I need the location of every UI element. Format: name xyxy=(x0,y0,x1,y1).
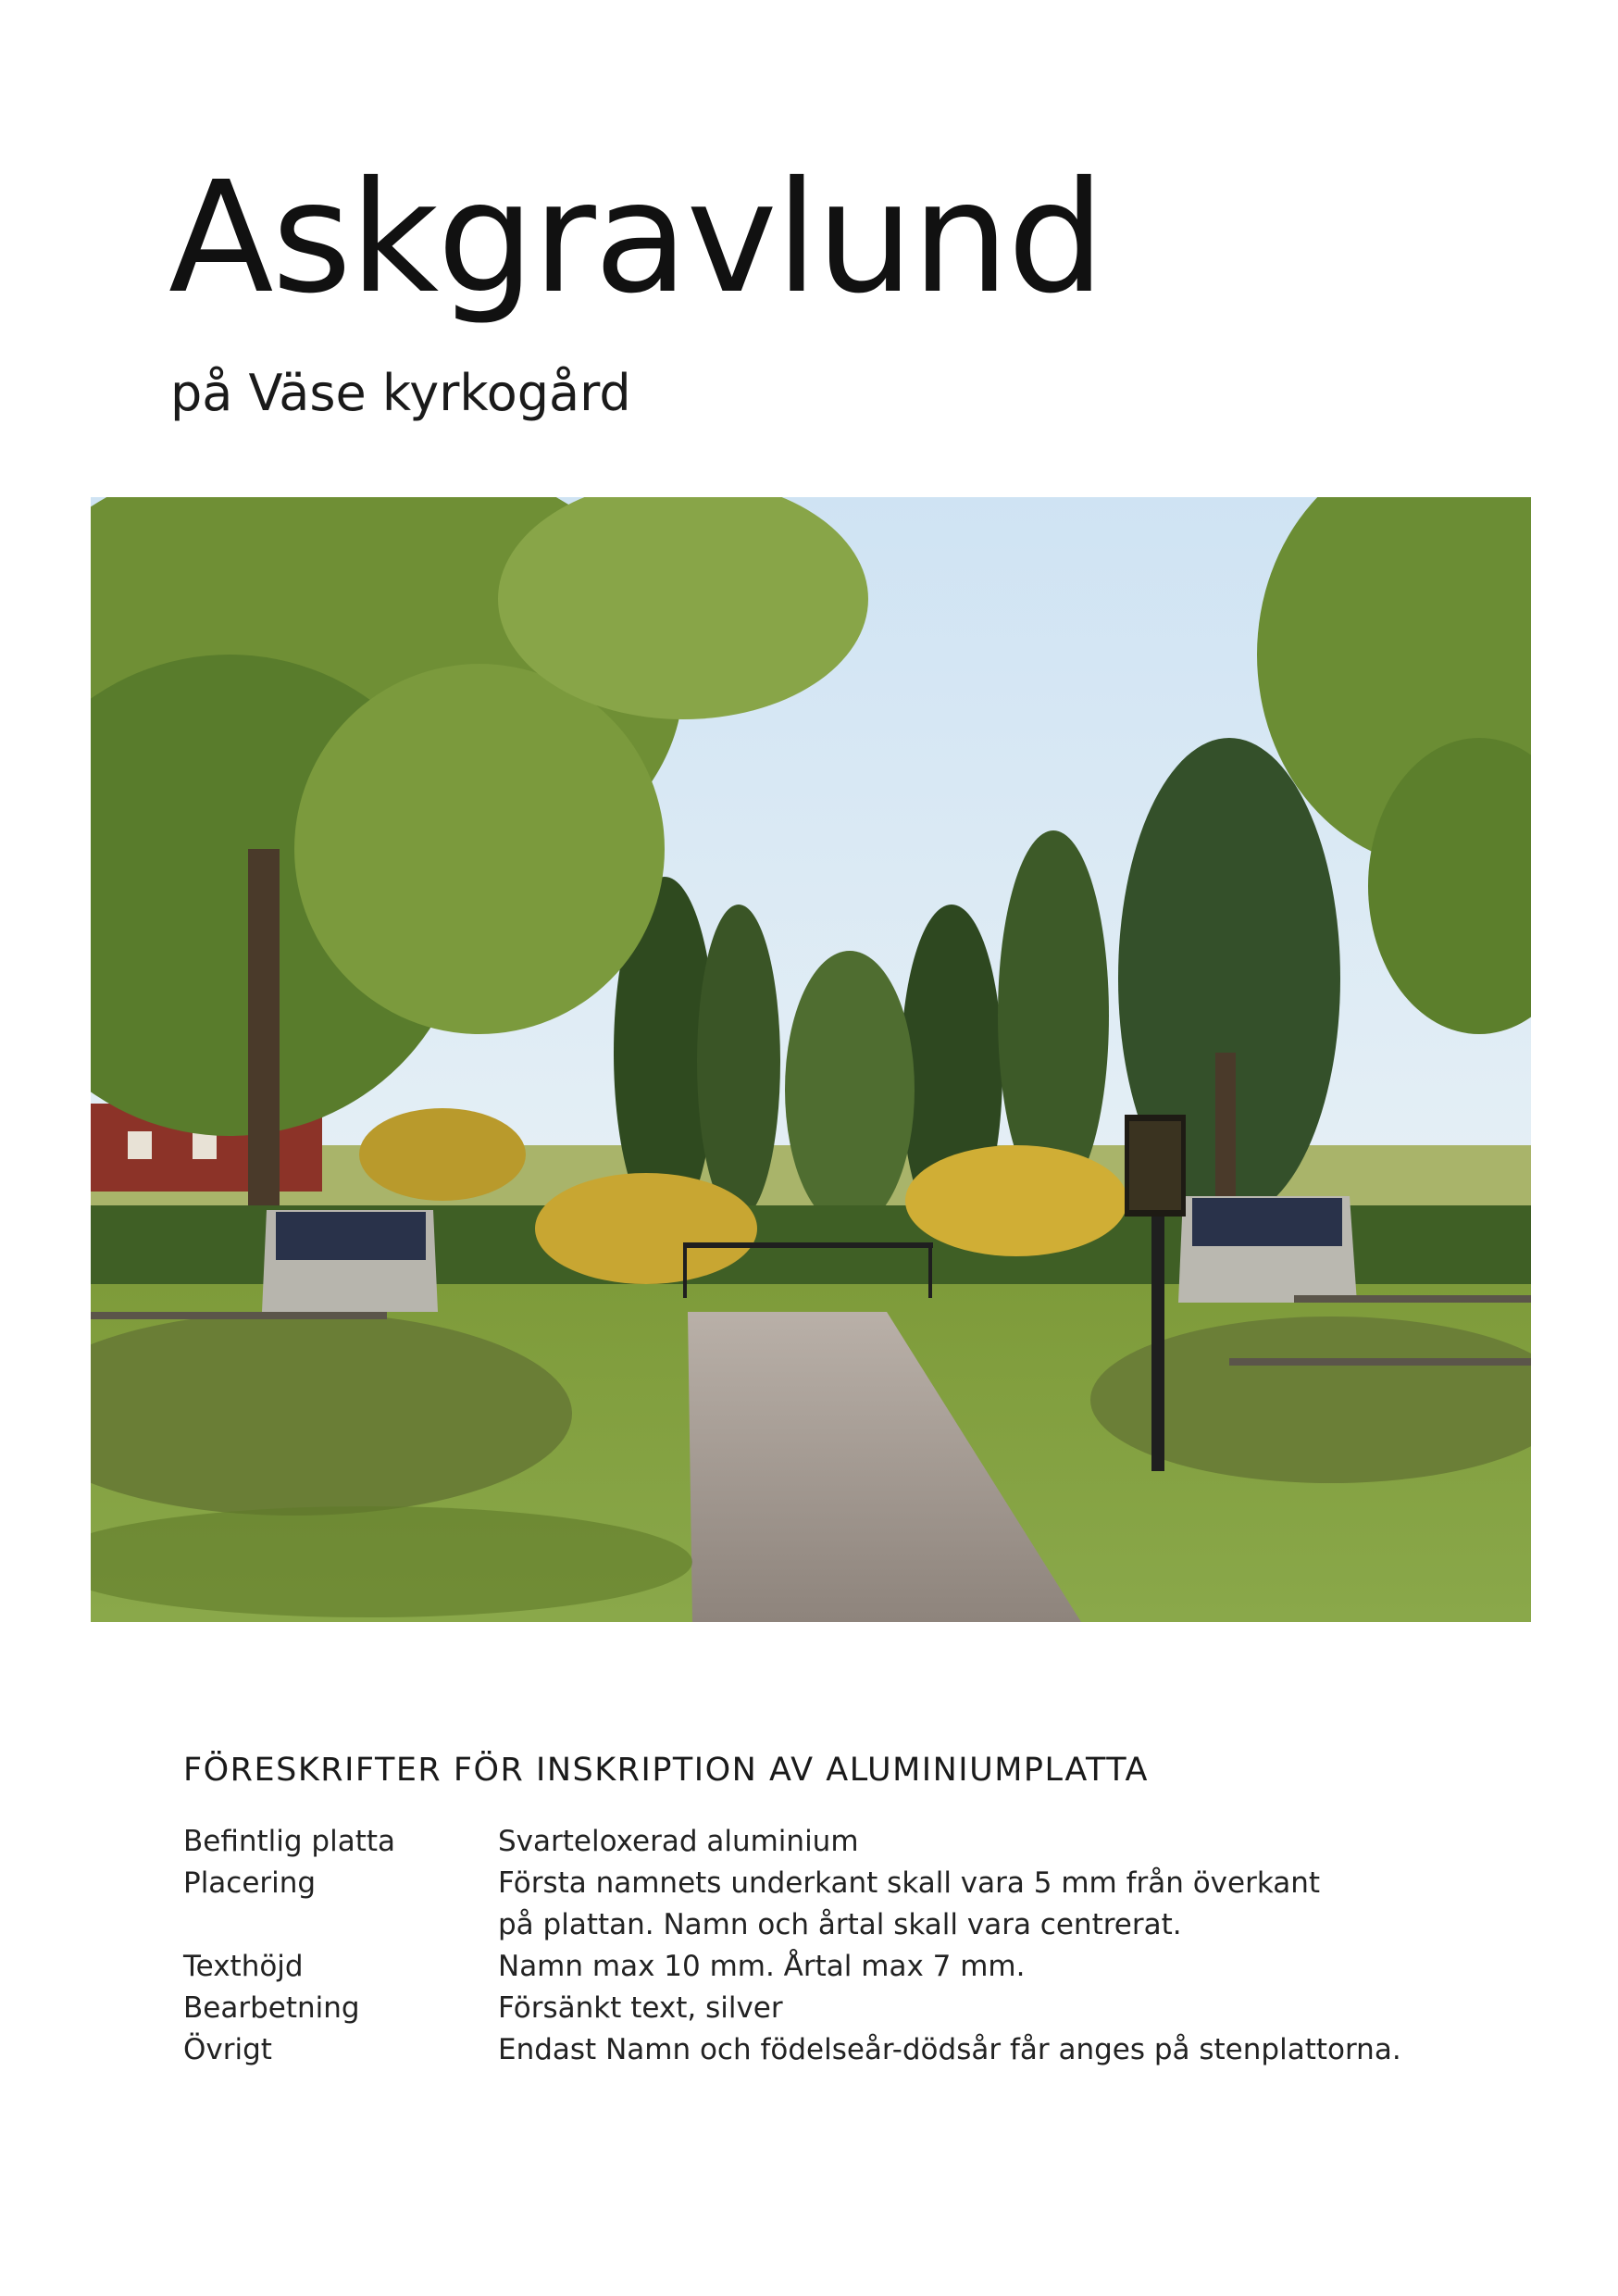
regulation-value xyxy=(498,1821,1433,1863)
regulation-row xyxy=(183,1821,1433,1863)
regulation-value-line: Svarteloxerad aluminium xyxy=(498,1825,859,1858)
regulation-value xyxy=(498,1946,1433,1988)
regulation-row xyxy=(183,2029,1433,2071)
regulation-row xyxy=(183,1988,1433,2029)
page-title: Askgravlund xyxy=(168,149,1103,328)
regulation-value xyxy=(498,1863,1433,1946)
regulation-value-line: Endast Namn och födelseår-dödsår får anges på stenplattorna. xyxy=(498,2033,1401,2066)
regulation-label: Texthöjd xyxy=(183,1950,304,1983)
regulation-label: Befintlig platta xyxy=(183,1825,396,1858)
regulation-row xyxy=(183,1863,1433,1946)
regulation-label: Övrigt xyxy=(183,2033,272,2066)
regulation-label: Placering xyxy=(183,1866,317,1900)
regulation-value-line: Namn max 10 mm. Årtal max 7 mm. xyxy=(498,1950,1026,1983)
page-subtitle: på Väse kyrkogård xyxy=(170,364,631,422)
regulation-value-line: på plattan. Namn och årtal skall vara centrerat. xyxy=(498,1908,1182,1941)
regulation-label: Bearbetning xyxy=(183,1991,360,2025)
regulations-table xyxy=(183,1821,1433,2071)
regulation-value-line: Första namnets underkant skall vara 5 mm från överkant xyxy=(498,1866,1321,1900)
photo-illustration xyxy=(91,497,1531,1622)
regulation-value-line: Försänkt text, silver xyxy=(498,1991,783,2025)
regulation-row xyxy=(183,1946,1433,1988)
regulations-heading: FÖRESKRIFTER FÖR INSKRIPTION AV ALUMINIUMPLATTA xyxy=(183,1752,1149,1789)
regulation-value xyxy=(498,1988,1433,2029)
cemetery-photo xyxy=(91,497,1531,1622)
regulation-value xyxy=(498,2029,1433,2071)
